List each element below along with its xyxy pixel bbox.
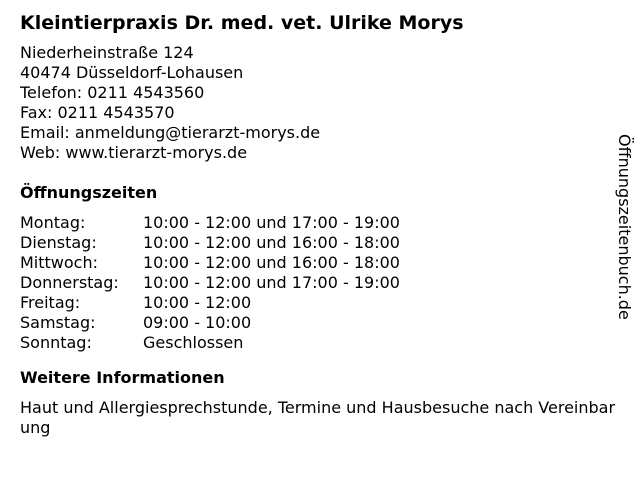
hours-day-label: Donnerstag: xyxy=(20,273,119,292)
further-info-heading: Weitere Informationen xyxy=(20,368,225,387)
hours-time-value: 10:00 - 12:00 und 17:00 - 19:00 xyxy=(143,213,400,232)
hours-day-label: Montag: xyxy=(20,213,86,232)
hours-time-value: 09:00 - 10:00 xyxy=(143,313,252,332)
address-street: Niederheinstraße 124 xyxy=(20,43,194,62)
hours-day-label: Mittwoch: xyxy=(20,253,98,272)
practice-card xyxy=(20,0,616,438)
hours-day-label: Dienstag: xyxy=(20,233,97,252)
hours-row-tuesday xyxy=(20,233,610,253)
hours-row-friday xyxy=(20,293,610,313)
hours-row-sunday xyxy=(20,333,610,353)
hours-day-label: Sonntag: xyxy=(20,333,92,352)
hours-time-value: 10:00 - 12:00 und 16:00 - 18:00 xyxy=(143,253,400,272)
opening-hours-table xyxy=(20,213,610,353)
email-address: Email: anmeldung@tierarzt-morys.de xyxy=(20,123,321,142)
contact-block xyxy=(20,43,610,163)
hours-day-label: Samstag: xyxy=(20,313,96,332)
hours-time-value: Geschlossen xyxy=(143,333,244,352)
hours-time-value: 10:00 - 12:00 und 17:00 - 19:00 xyxy=(143,273,400,292)
hours-day-label: Freitag: xyxy=(20,293,81,312)
practice-title: Kleintierpraxis Dr. med. vet. Ulrike Morys xyxy=(20,12,464,34)
opening-hours-heading: Öffnungszeiten xyxy=(20,183,158,202)
hours-row-thursday xyxy=(20,273,610,293)
hours-time-value: 10:00 - 12:00 xyxy=(143,293,252,312)
website-address: Web: www.tierarzt-morys.de xyxy=(20,143,248,162)
hours-time-value: 10:00 - 12:00 und 16:00 - 18:00 xyxy=(143,233,400,252)
hours-row-saturday xyxy=(20,313,610,333)
hours-row-monday xyxy=(20,213,610,233)
fax-number: Fax: 0211 4543570 xyxy=(20,103,175,122)
phone-number: Telefon: 0211 4543560 xyxy=(20,83,205,102)
address-city: 40474 Düsseldorf-Lohausen xyxy=(20,63,244,82)
brand-watermark: Öffnungszeitenbuch.de xyxy=(615,134,634,320)
further-info-text: Haut und Allergiesprechstunde, Termine und Hausbesuche nach Vereinbarung xyxy=(20,398,616,437)
hours-row-wednesday xyxy=(20,253,610,273)
